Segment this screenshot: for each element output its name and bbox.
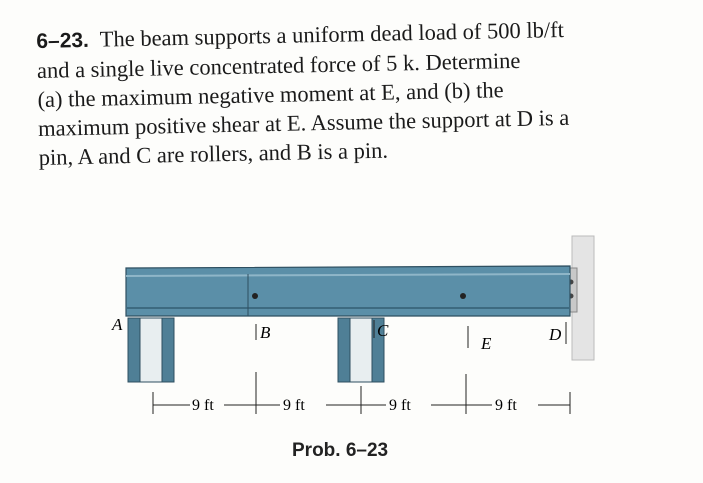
span-label-3: 9 ft: [389, 397, 411, 414]
label-D: D: [549, 325, 562, 344]
problem-line-1-text: The beam supports a uniform dead load of 500 lb/ft: [99, 16, 565, 52]
point-E-marker: [460, 293, 466, 299]
label-A: A: [112, 315, 123, 334]
problem-line-2: and a single live concentrated force of 5 k. Determine: [36, 47, 521, 83]
span-label-1: 9 ft: [192, 397, 214, 414]
label-C: C: [377, 321, 389, 340]
span-label-4: 9 ft: [495, 397, 517, 414]
hinge-B-pin: [252, 293, 258, 299]
problem-line-5: pin, A and C are rollers, and B is a pin.: [38, 137, 389, 170]
label-E: E: [481, 334, 492, 353]
problem-line-4: maximum positive shear at E. Assume the support at D is a: [37, 104, 570, 141]
problem-number: 6–23.: [36, 28, 90, 53]
problem-line-3: (a) the maximum negative moment at E, and (b) the: [37, 77, 504, 112]
figure-caption: Prob. 6–23: [292, 440, 389, 461]
label-B: B: [260, 323, 271, 342]
column-A: [128, 318, 174, 382]
span-label-2: 9 ft: [283, 397, 305, 414]
